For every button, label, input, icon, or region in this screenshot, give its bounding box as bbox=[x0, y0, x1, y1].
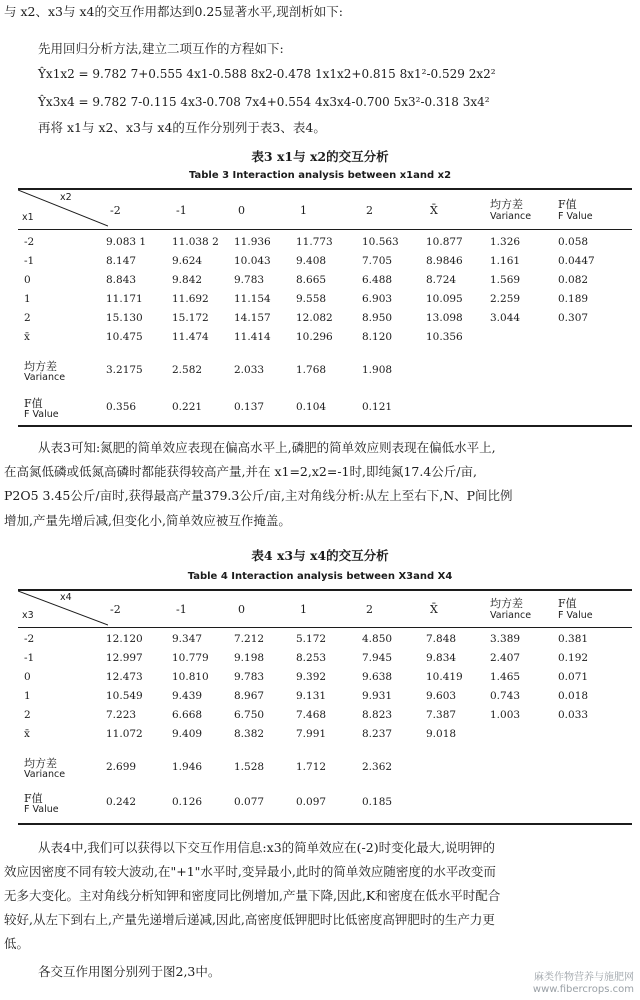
table3-cell: 8.724 bbox=[426, 274, 457, 286]
para1-line-4: 增加,产量先增后减,但变化小,简单效应被互作掩盖。 bbox=[4, 513, 291, 528]
table4-cell: 7.387 bbox=[426, 709, 457, 721]
table3-variance-row-en: Variance bbox=[24, 372, 66, 383]
table4-variance-header-cn: 均方差 bbox=[490, 597, 523, 610]
table3-cell: 14.157 bbox=[234, 312, 271, 324]
table4-f-row-cn: F值 bbox=[24, 792, 43, 805]
para2-line-5: 低。 bbox=[4, 936, 30, 951]
table3-cell: 6.903 bbox=[362, 293, 393, 305]
table3-caption-cn: 表3 x1与 x2的交互分析 bbox=[251, 149, 389, 164]
table3-variance-value: 1.768 bbox=[296, 364, 327, 376]
table4-cell: 8.382 bbox=[234, 728, 265, 740]
table4-cell: 9.603 bbox=[426, 690, 457, 702]
table3-row-label: 2 bbox=[24, 312, 31, 324]
table3-cell: 10.356 bbox=[426, 331, 463, 343]
table4-cell: 8.253 bbox=[296, 652, 327, 664]
table3-cell: 8.950 bbox=[362, 312, 393, 324]
table3-variance-value: 2.033 bbox=[234, 364, 265, 376]
table4-f-value: 0.077 bbox=[234, 796, 265, 808]
table4-f-value: 0.242 bbox=[106, 796, 137, 808]
equation-2: Ŷx3x4 = 9.782 7-0.115 4x3-0.708 7x4+0.554 4x3x4-0.700 5x3²-0.318 3x4² bbox=[38, 95, 490, 109]
table4-f-row-en: F Value bbox=[24, 804, 59, 815]
table4-bottom-rule bbox=[18, 823, 632, 825]
table3-f-row-en: F Value bbox=[24, 409, 59, 420]
table4-corner-top: x4 bbox=[60, 592, 72, 603]
table3-cell: 0.189 bbox=[558, 293, 589, 305]
table4-variance-row-cn: 均方差 bbox=[24, 757, 57, 770]
table4-caption-en: Table 4 Interaction analysis between X3and X4 bbox=[187, 571, 453, 582]
table3-variance-header-cn: 均方差 bbox=[490, 198, 523, 211]
table4-f-value: 0.126 bbox=[172, 796, 203, 808]
table4-cell: 7.848 bbox=[426, 633, 457, 645]
table4-col-header: -2 bbox=[110, 603, 121, 616]
table3-col-header: 2 bbox=[366, 204, 373, 217]
table4-cell: 11.072 bbox=[106, 728, 143, 740]
table4-variance-value: 1.528 bbox=[234, 761, 265, 773]
table3-col-header: -2 bbox=[110, 204, 121, 217]
table3-header-rule bbox=[18, 229, 632, 230]
table3-cell: 11.171 bbox=[106, 293, 143, 305]
table4-f-value: 0.097 bbox=[296, 796, 327, 808]
table4-cell: 9.834 bbox=[426, 652, 457, 664]
table3-col-header: 1 bbox=[300, 204, 307, 217]
table3-corner-top: x2 bbox=[60, 192, 72, 203]
watermark bbox=[533, 972, 634, 996]
table3-row-label: -2 bbox=[24, 236, 35, 248]
table4-row-label: 2 bbox=[24, 709, 31, 721]
watermark-line-2: www.fibercrops.com bbox=[532, 984, 634, 995]
table3-cell: 10.043 bbox=[234, 255, 271, 267]
table4-col-header: 0 bbox=[238, 603, 245, 616]
table4-cell: 6.750 bbox=[234, 709, 265, 721]
table4-cell: 8.967 bbox=[234, 690, 265, 702]
table3-row-label: -1 bbox=[24, 255, 35, 267]
table3-cell: 10.563 bbox=[362, 236, 399, 248]
table3-cell: 11.773 bbox=[296, 236, 333, 248]
table4-cell: 1.003 bbox=[490, 709, 521, 721]
table4-f-header-en: F Value bbox=[558, 610, 593, 621]
table4-corner-left: x3 bbox=[22, 610, 34, 621]
table4-cell: 7.223 bbox=[106, 709, 137, 721]
table4-cell: 9.783 bbox=[234, 671, 265, 683]
table3-f-header-en: F Value bbox=[558, 211, 593, 222]
para2-line-3: 无多大变化。主对角线分析知钾和密度同比例增加,产量下降,因此,K和密度在低水平时配合 bbox=[4, 888, 501, 903]
table3-row-label: x̄ bbox=[24, 331, 30, 343]
table3-cell: 10.095 bbox=[426, 293, 463, 305]
table3-cell: 11.692 bbox=[172, 293, 209, 305]
table3-variance-value: 3.2175 bbox=[106, 364, 143, 376]
table3-cell: 9.083 1 bbox=[106, 236, 147, 248]
table3-cell: 9.624 bbox=[172, 255, 203, 267]
table3-cell: 1.161 bbox=[490, 255, 521, 267]
table4-row-label: -2 bbox=[24, 633, 35, 645]
table4-cell: 12.473 bbox=[106, 671, 143, 683]
table3-cell: 0.307 bbox=[558, 312, 589, 324]
table3-cell: 9.842 bbox=[172, 274, 203, 286]
table3-cell: 2.259 bbox=[490, 293, 521, 305]
table4-cell: 9.018 bbox=[426, 728, 457, 740]
table4-row-label: x̄ bbox=[24, 728, 30, 740]
table4-cell: 8.823 bbox=[362, 709, 393, 721]
table3-f-header-cn: F值 bbox=[558, 198, 577, 211]
table4-cell: 10.779 bbox=[172, 652, 209, 664]
table3-corner-left: x1 bbox=[22, 212, 34, 223]
table4-top-rule bbox=[18, 589, 632, 591]
table3-f-value: 0.137 bbox=[234, 401, 265, 413]
table3-cell: 8.843 bbox=[106, 274, 137, 286]
table4-cell: 5.172 bbox=[296, 633, 327, 645]
table4-col-header: 2 bbox=[366, 603, 373, 616]
table4-col-header: 1 bbox=[300, 603, 307, 616]
table4-cell: 3.389 bbox=[490, 633, 521, 645]
table3-cell: 8.9846 bbox=[426, 255, 463, 267]
table3-row-label: 0 bbox=[24, 274, 31, 286]
table4-col-header: X̄ bbox=[430, 603, 438, 616]
table3-cell: 1.326 bbox=[490, 236, 521, 248]
table4-f-value: 0.185 bbox=[362, 796, 393, 808]
table3-cell: 15.130 bbox=[106, 312, 143, 324]
para2-line-4: 较好,从左下到右上,产量先递增后递减,因此,高密度低钾肥时比低密度高钾肥时的生产力更 bbox=[4, 912, 495, 927]
table3-cell: 9.558 bbox=[296, 293, 327, 305]
table3-cell: 8.665 bbox=[296, 274, 327, 286]
table4-cell: 0.192 bbox=[558, 652, 589, 664]
table4-cell: 10.419 bbox=[426, 671, 463, 683]
para2-line-6: 各交互作用图分别列于图2,3中。 bbox=[38, 964, 221, 979]
table3-f-value: 0.356 bbox=[106, 401, 137, 413]
table4-cell: 7.468 bbox=[296, 709, 327, 721]
table3-cell: 0.082 bbox=[558, 274, 589, 286]
table4-row-label: 0 bbox=[24, 671, 31, 683]
table4-cell: 10.549 bbox=[106, 690, 143, 702]
table3-cell: 11.414 bbox=[234, 331, 271, 343]
table4-cell: 0.018 bbox=[558, 690, 589, 702]
table4-cell: 9.409 bbox=[172, 728, 203, 740]
table3-cell: 0.058 bbox=[558, 236, 589, 248]
table4-cell: 4.850 bbox=[362, 633, 393, 645]
para1-line-1: 从表3可知:氮肥的简单效应表现在偏高水平上,磷肥的简单效应则表现在偏低水平上, bbox=[38, 440, 496, 455]
table3-cell: 11.474 bbox=[172, 331, 209, 343]
table3-variance-header-en: Variance bbox=[490, 211, 532, 222]
table3-f-value: 0.121 bbox=[362, 401, 393, 413]
intro-line-3: 再将 x1与 x2、x3与 x4的互作分别列于表3、表4。 bbox=[38, 120, 326, 135]
para1-line-3: P2O5 3.45公斤/亩时,获得最高产量379.3公斤/亩,主对角线分析:从左上至右下,N、P间比例 bbox=[4, 488, 513, 503]
table4-cell: 9.931 bbox=[362, 690, 393, 702]
table4-caption-cn: 表4 x3与 x4的交互分析 bbox=[251, 548, 389, 563]
table3-cell: 3.044 bbox=[490, 312, 521, 324]
table4-cell: 1.465 bbox=[490, 671, 521, 683]
table3-cell: 11.936 bbox=[234, 236, 271, 248]
table3-cell: 12.082 bbox=[296, 312, 333, 324]
table4-row-label: -1 bbox=[24, 652, 35, 664]
table3-row-label: 1 bbox=[24, 293, 31, 305]
table4-cell: 0.381 bbox=[558, 633, 589, 645]
table4-cell: 9.638 bbox=[362, 671, 393, 683]
table3-cell: 10.475 bbox=[106, 331, 143, 343]
table3-f-value: 0.221 bbox=[172, 401, 203, 413]
table4-cell: 9.131 bbox=[296, 690, 327, 702]
table3-cell: 0.0447 bbox=[558, 255, 595, 267]
para1-line-2: 在高氮低磷或低氮高磷时都能获得较高产量,并在 x1=2,x2=-1时,即纯氮17.4公斤/亩, bbox=[4, 464, 477, 479]
table3-cell: 10.296 bbox=[296, 331, 333, 343]
table3-cell: 13.098 bbox=[426, 312, 463, 324]
table4-cell: 0.743 bbox=[490, 690, 521, 702]
table3-cell: 9.783 bbox=[234, 274, 265, 286]
table3-cell: 7.705 bbox=[362, 255, 393, 267]
table3-cell: 11.154 bbox=[234, 293, 271, 305]
table3-cell: 1.569 bbox=[490, 274, 521, 286]
table4-cell: 9.347 bbox=[172, 633, 203, 645]
table4-cell: 10.810 bbox=[172, 671, 209, 683]
table4-f-header-cn: F值 bbox=[558, 597, 577, 610]
table3-col-header: X̄ bbox=[430, 204, 438, 217]
table3-cell: 9.408 bbox=[296, 255, 327, 267]
table4-cell: 9.392 bbox=[296, 671, 327, 683]
table4-cell: 9.439 bbox=[172, 690, 203, 702]
table4-cell: 0.033 bbox=[558, 709, 589, 721]
table4-variance-value: 1.946 bbox=[172, 761, 203, 773]
table4-cell: 9.198 bbox=[234, 652, 265, 664]
table3-caption-en: Table 3 Interaction analysis between x1and x2 bbox=[188, 170, 452, 181]
table4-row-label: 1 bbox=[24, 690, 31, 702]
table4-cell: 7.212 bbox=[234, 633, 265, 645]
table3-variance-row-cn: 均方差 bbox=[24, 360, 57, 373]
table3-bottom-rule bbox=[18, 425, 632, 427]
table3-variance-value: 2.582 bbox=[172, 364, 203, 376]
table4-variance-value: 2.699 bbox=[106, 761, 137, 773]
table4-variance-value: 2.362 bbox=[362, 761, 393, 773]
table4-col-header: -1 bbox=[176, 603, 187, 616]
table4-variance-row-en: Variance bbox=[24, 769, 66, 780]
intro-line-1: 与 x2、x3与 x4的交互作用都达到0.25显著水平,现剖析如下: bbox=[4, 4, 343, 19]
table3-f-value: 0.104 bbox=[296, 401, 327, 413]
table3-variance-value: 1.908 bbox=[362, 364, 393, 376]
table3-cell: 6.488 bbox=[362, 274, 393, 286]
table3-cell: 11.038 2 bbox=[172, 236, 219, 248]
table4-cell: 6.668 bbox=[172, 709, 203, 721]
equation-1: Ŷx1x2 = 9.782 7+0.555 4x1-0.588 8x2-0.478 1x1x2+0.815 8x1²-0.529 2x2² bbox=[38, 67, 496, 81]
table4-cell: 2.407 bbox=[490, 652, 521, 664]
table4-cell: 7.991 bbox=[296, 728, 327, 740]
para2-line-1: 从表4中,我们可以获得以下交互作用信息:x3的简单效应在(-2)时变化最大,说明钾的 bbox=[38, 840, 496, 855]
table4-cell: 12.120 bbox=[106, 633, 143, 645]
table3-top-rule bbox=[18, 188, 632, 190]
para2-line-2: 效应因密度不同有较大波动,在"+1"水平时,变异最小,此时的简单效应随密度的水平改变而 bbox=[4, 864, 496, 879]
table4-cell: 8.237 bbox=[362, 728, 393, 740]
table3-cell: 10.877 bbox=[426, 236, 463, 248]
table3-col-header: -1 bbox=[176, 204, 187, 217]
table4-cell: 12.997 bbox=[106, 652, 143, 664]
watermark-line-1: 麻类作物营养与施肥网 bbox=[534, 972, 634, 983]
table3-cell: 8.147 bbox=[106, 255, 137, 267]
table4-variance-header-en: Variance bbox=[490, 610, 532, 621]
table3-cell: 8.120 bbox=[362, 331, 393, 343]
table4-header-rule bbox=[18, 627, 632, 628]
table3-col-header: 0 bbox=[238, 204, 245, 217]
table4-cell: 0.071 bbox=[558, 671, 589, 683]
table4-cell: 7.945 bbox=[362, 652, 393, 664]
intro-line-2: 先用回归分析方法,建立二项互作的方程如下: bbox=[38, 41, 284, 56]
table3-f-row-cn: F值 bbox=[24, 397, 43, 410]
table4-variance-value: 1.712 bbox=[296, 761, 327, 773]
table3-cell: 15.172 bbox=[172, 312, 209, 324]
